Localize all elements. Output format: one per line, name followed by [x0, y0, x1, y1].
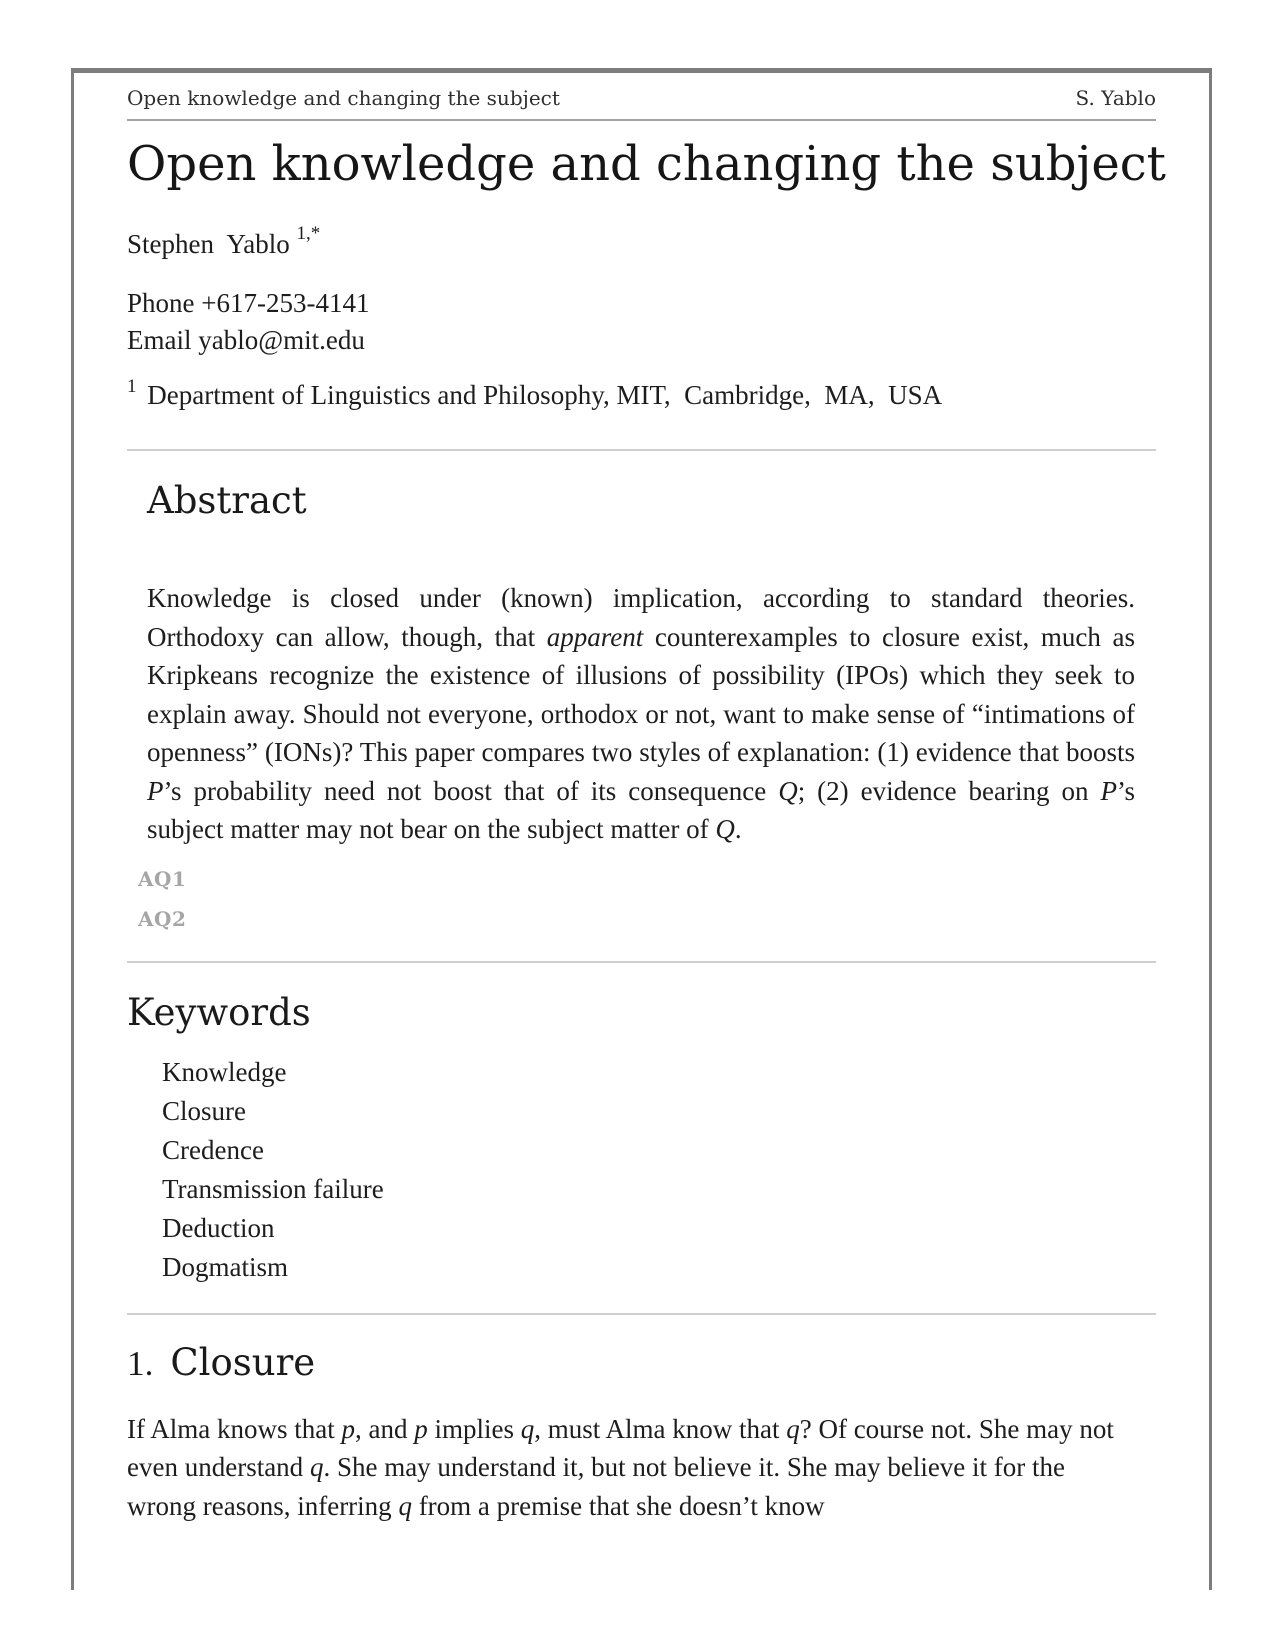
section-1-closure [127, 1339, 1156, 1526]
section-title: Closure [170, 1340, 316, 1384]
section-divider [127, 1313, 1156, 1315]
keyword-item: Transmission failure [162, 1173, 384, 1204]
phone-value: +617-253-4141 [201, 288, 370, 318]
abstract-heading: Abstract [147, 479, 307, 522]
author-query-list [138, 859, 1136, 939]
running-head [127, 85, 1156, 111]
keyword-item: Dogmatism [162, 1251, 288, 1282]
author-query-aq2[interactable]: AQ2 [138, 906, 187, 931]
keywords-section [127, 989, 1156, 1287]
proof-page-frame [71, 68, 1212, 1590]
section-number: 1. [127, 1343, 154, 1383]
email-value: yablo@mit.edu [198, 325, 365, 355]
keyword-item: Deduction [162, 1212, 275, 1243]
contact-block [127, 285, 1156, 359]
running-head-title: Open knowledge and changing the subject [127, 86, 560, 110]
affiliation: $^1$ Department of Linguistics and Philosophy, MIT, Cambridge, MA, USA [127, 376, 943, 410]
section-divider [127, 449, 1156, 451]
keyword-item: Credence [162, 1134, 264, 1165]
section-1-paragraph: If Alma knows that p, and p implies q, must Alma know that q? Of course not. She may not even understand q. She may understand it, but not believe it. She may believe it for the wrong reasons, inferring q from a premise that she doesn’t know [127, 1413, 1114, 1521]
section-1-heading [127, 1339, 1156, 1388]
keyword-item: Knowledge [162, 1056, 287, 1087]
article-title: Open knowledge and changing the subject [127, 136, 1166, 192]
keyword-list [127, 1053, 1156, 1287]
page-content [74, 73, 1209, 1525]
email-line [127, 322, 1156, 359]
email-label: Email [127, 325, 192, 355]
header-rule [127, 119, 1156, 121]
keyword-item: Closure [162, 1095, 246, 1126]
keywords-heading: Keywords [127, 990, 311, 1034]
running-head-author: S. Yablo [1075, 86, 1156, 110]
section-divider [127, 961, 1156, 963]
phone-label: Phone [127, 288, 195, 318]
abstract-paragraph: Knowledge is closed under (known) implication, according to standard theories. Orthodoxy can allow, though, that apparent counterexamples to closure exist, much as Kripkeans recognize the existence of illusions of possibility (IPOs) which they seek to explain away. Should not everyone, orthodox or not, want to make sense of “intimations of openness” (IONs)? This paper compares two styles of explanation: (1) evidence that boosts P’s probability need not boost that of its consequence Q; (2) evidence bearing on P’s subject matter may not bear on the subject matter of Q. [147, 583, 1135, 844]
phone-line [127, 285, 1156, 322]
author-line: Stephen Yablo $^{1,*}$ [127, 223, 321, 259]
abstract-section [127, 477, 1156, 939]
author-query-aq1[interactable]: AQ1 [138, 866, 187, 891]
